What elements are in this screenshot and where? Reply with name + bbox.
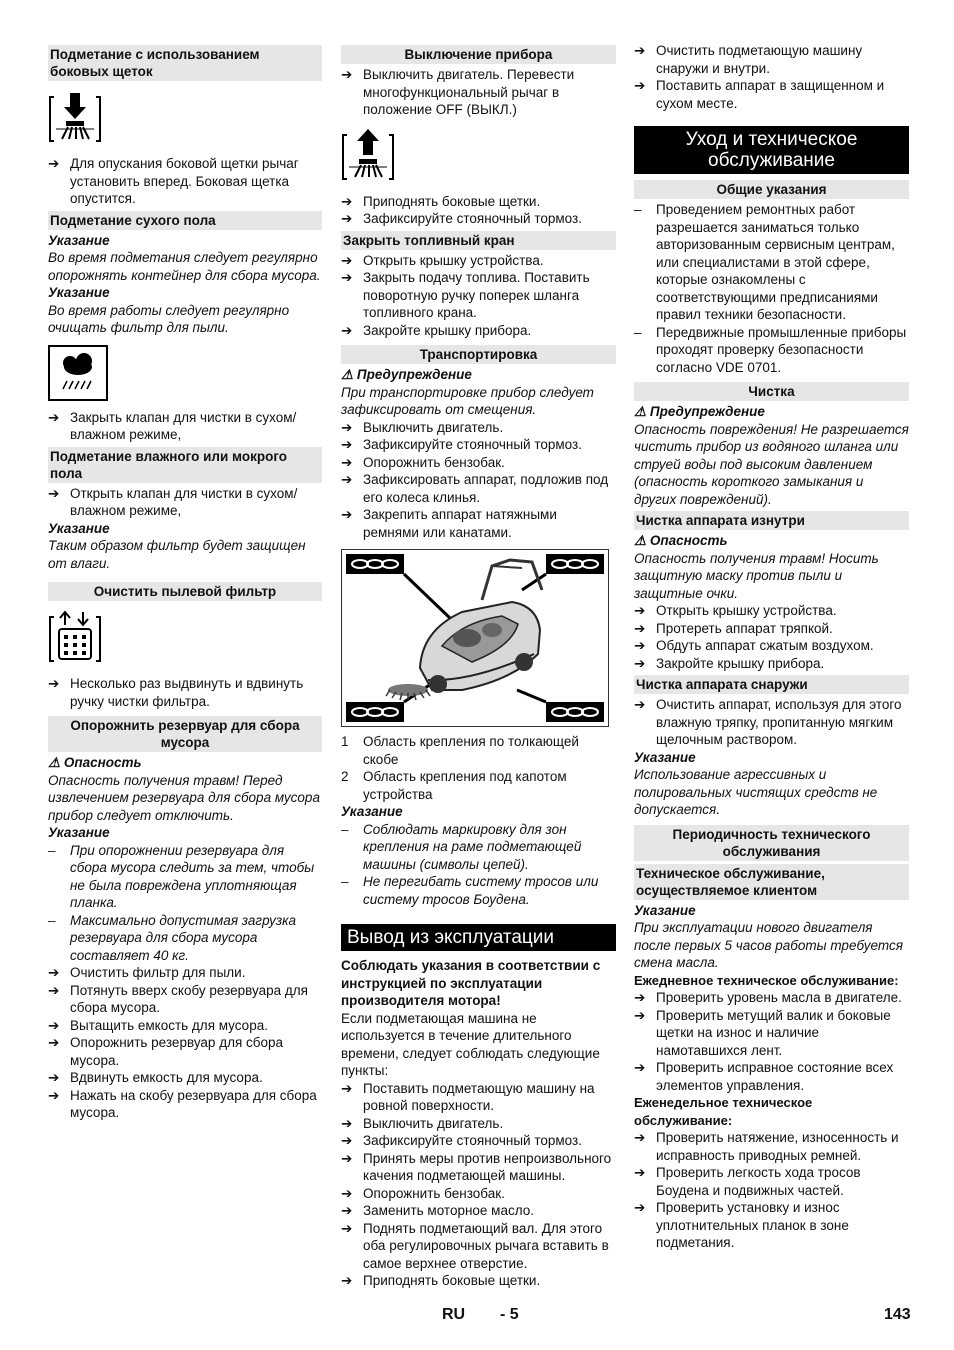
arrow-icon: ➔ bbox=[634, 620, 646, 636]
list-item: ➔ Закрыть подачу топлива. Поставить поворотную ручку поперек шланга топливного крана. bbox=[341, 270, 590, 320]
chain-icon bbox=[546, 554, 604, 574]
footer-page-number: 143 bbox=[884, 1306, 911, 1323]
list-item: ➔ Для опускания боковой щетки рычаг установить вперед. Боковая щетка опустится. bbox=[48, 156, 299, 206]
arrow-icon: ➔ bbox=[48, 965, 60, 980]
list-item: ➔ Протереть аппарат тряпкой. bbox=[634, 620, 833, 636]
list-item: ➔ Потянуть вверх скобу резервуара для сбора мусора. bbox=[48, 982, 308, 1015]
heading-fuel: Закрыть топливный кран bbox=[341, 231, 616, 250]
danger-label: Опасность bbox=[649, 533, 728, 548]
list-item: – Передвижные промышленные приборы проходят проверку безопасности согласно VDE 0701. bbox=[634, 324, 907, 375]
column-1 bbox=[48, 42, 322, 1122]
note-text: Во время работы следует регулярно очищать фильтр для пыли. bbox=[48, 302, 290, 335]
list-item: ➔ Несколько раз выдвинуть и вдвинуть ручку чистки фильтра. bbox=[48, 676, 304, 709]
brush-raise-icon bbox=[341, 127, 616, 187]
arrow-icon: ➔ bbox=[48, 485, 60, 501]
list-item: ➔ Закройте крышку прибора. bbox=[634, 655, 825, 671]
arrow-icon: ➔ bbox=[634, 1060, 646, 1075]
dash-icon: – bbox=[634, 202, 642, 217]
heading-maintenance-period: Периодичность технического обслуживания bbox=[634, 825, 909, 861]
arrow-icon: ➔ bbox=[48, 982, 60, 998]
list-item: ➔ Нажать на скобу резервуара для сбора мусора. bbox=[48, 1087, 317, 1120]
note-text: Во время подметания следует регулярно опорожнять контейнер для сбора мусора. bbox=[48, 250, 321, 283]
arrow-icon: ➔ bbox=[341, 193, 353, 209]
list-item: ➔ Вытащить емкость для мусора. bbox=[48, 1017, 268, 1033]
arrow-icon: ➔ bbox=[48, 1087, 60, 1103]
arrow-icon: ➔ bbox=[341, 1220, 353, 1236]
list-item: – Проведением ремонтных работ разрешается заниматься только авторизованным сервисным центрам, или специалистами в этой сфере, которые ознакомлены с соответствующими предписаниями правил техники безопасности. bbox=[634, 202, 895, 322]
dash-icon: – bbox=[634, 324, 642, 340]
arrow-icon: ➔ bbox=[634, 655, 646, 671]
list-item: ➔ Зафиксируйте стояночный тормоз. bbox=[341, 211, 582, 226]
heading-client-maintenance: Техническое обслуживание, осуществляемое клиентом bbox=[634, 864, 909, 900]
list-item: ➔ Обдуть аппарат сжатым воздухом. bbox=[634, 638, 874, 653]
legend-item: 2 Область крепления под капотом устройства bbox=[341, 769, 567, 802]
list-item: ➔ Поднять подметающий вал. Для этого оба регулировочных рычага вставить в самое верхнее отверстие. bbox=[341, 1220, 609, 1271]
arrow-icon: ➔ bbox=[341, 322, 353, 338]
legend-item: 1 Область крепления по толкающей скобе bbox=[341, 734, 579, 767]
warning-icon: ⚠ bbox=[634, 533, 647, 548]
warning-label: Предупреждение bbox=[649, 404, 765, 419]
heading-empty-container: Опорожнить резервуар для сбора мусора bbox=[48, 716, 322, 752]
list-item: ➔ Проверить легкость хода тросов Боудена и подвижных частей. bbox=[634, 1165, 861, 1198]
column-3 bbox=[634, 42, 909, 1252]
list-item: ➔ Очистить аппарат, используя для этого влажную тряпку, пропитанную мягким щелочным раствором. bbox=[634, 697, 902, 747]
chain-icon bbox=[346, 554, 404, 574]
list-item: ➔ Очистить фильтр для пыли. bbox=[48, 965, 246, 980]
heading-general: Общие указания bbox=[634, 180, 909, 199]
chain-icon bbox=[346, 702, 404, 722]
list-item: ➔ Поставить аппарат в защищенном и сухом месте. bbox=[634, 78, 885, 111]
arrow-icon: ➔ bbox=[341, 270, 353, 285]
dry-weather-icon bbox=[48, 345, 322, 403]
dash-icon: – bbox=[341, 874, 349, 889]
note-label: Указание bbox=[634, 749, 696, 765]
list-item: ➔ Приподнять боковые щетки. bbox=[341, 1273, 541, 1288]
brush-lower-icon bbox=[48, 89, 322, 149]
list-item: ➔ Заменить моторное масло. bbox=[341, 1203, 535, 1218]
heading-side-brush: Подметание с использованием боковых щеток bbox=[48, 45, 322, 81]
list-item: ➔ Поставить подметающую машину на ровной поверхности. bbox=[341, 1080, 595, 1113]
heading-wet: Подметание влажного или мокрого пола bbox=[48, 447, 322, 483]
list-item: ➔ Открыть крышку устройства. bbox=[341, 252, 544, 268]
list-item: ➔ Открыть клапан для чистки в сухом/влажном режиме, bbox=[48, 485, 298, 518]
list-item: ➔ Закрыть клапан для чистки в сухом/влажном режиме, bbox=[48, 409, 297, 442]
note-label: Указание bbox=[48, 285, 110, 300]
danger-text: Опасность получения травм! Перед извлечением резервуара для сбора мусора прибор следует отключить. bbox=[48, 772, 320, 823]
list-item: – Не перегибать систему тросов или систему тросов Боудена. bbox=[341, 874, 599, 907]
decommission-warning: Соблюдать указания в соответствии с инструкцией по эксплуатации производителя мотора! bbox=[341, 958, 601, 1008]
note-label: Указание bbox=[634, 902, 696, 918]
arrow-icon: ➔ bbox=[48, 1070, 60, 1085]
warning-text: Опасность повреждения! Не разрешается чистить прибор из водяного шланга или струей воды под высоким давлением (опасность короткого замыкания и других повреждений). bbox=[634, 421, 909, 507]
arrow-icon: ➔ bbox=[341, 1115, 353, 1131]
column-2 bbox=[341, 42, 616, 1290]
arrow-icon: ➔ bbox=[341, 1185, 353, 1201]
list-item: – Соблюдать маркировку для зон крепления на раме подметающей машины (символы цепей). bbox=[341, 821, 582, 872]
arrow-icon: ➔ bbox=[341, 472, 353, 487]
heading-transport: Транспортировка bbox=[341, 345, 616, 364]
list-item: ➔ Открыть крышку устройства. bbox=[634, 603, 837, 618]
warning-icon: ⚠ bbox=[634, 404, 647, 419]
danger-text: Опасность получения травм! Носить защитную маску против пыли и защитные очки. bbox=[634, 550, 879, 601]
list-item: ➔ Проверить натяжение, износенность и исправность приводных ремней. bbox=[634, 1130, 899, 1163]
arrow-icon: ➔ bbox=[634, 697, 646, 712]
arrow-icon: ➔ bbox=[634, 638, 646, 653]
heading-cleaning: Чистка bbox=[634, 382, 909, 401]
arrow-icon: ➔ bbox=[48, 1017, 60, 1033]
arrow-icon: ➔ bbox=[48, 676, 60, 691]
arrow-icon: ➔ bbox=[634, 990, 646, 1005]
heading-care-maintenance: Уход и техническое обслуживание bbox=[634, 126, 909, 174]
warning-icon: ⚠ bbox=[48, 755, 61, 770]
arrow-icon: ➔ bbox=[341, 419, 353, 435]
list-item: ➔ Проверить установку и износ уплотнительных планок в зоне подметания. bbox=[634, 1200, 849, 1250]
list-item: ➔ Опорожнить резервуар для сбора мусора. bbox=[48, 1035, 284, 1068]
list-item: ➔ Выключить двигатель. Перевести многофункциональный рычаг в положение OFF (ВЫКЛ.) bbox=[341, 67, 575, 117]
arrow-icon: ➔ bbox=[48, 156, 60, 171]
arrow-icon: ➔ bbox=[341, 507, 353, 522]
decommission-intro: Если подметающая машина не используется в течение длительного времени, следует соблюдать следующие пункты: bbox=[341, 1010, 600, 1078]
list-item: ➔ Выключить двигатель. bbox=[341, 419, 504, 435]
note-label: Указание bbox=[48, 232, 110, 248]
danger-label: Опасность bbox=[63, 755, 142, 770]
warning-text: При транспортировке прибор следует зафиксировать от смещения. bbox=[341, 384, 594, 417]
note-text: При эксплуатации нового двигателя после первых 5 часов работы требуется смена масла. bbox=[634, 920, 903, 970]
arrow-icon: ➔ bbox=[341, 437, 353, 452]
list-item: ➔ Зафиксируйте стояночный тормоз. bbox=[341, 437, 582, 452]
arrow-icon: ➔ bbox=[341, 1080, 353, 1096]
arrow-icon: ➔ bbox=[634, 1007, 646, 1023]
list-item: ➔ Приподнять боковые щетки. bbox=[341, 193, 541, 209]
arrow-icon: ➔ bbox=[634, 78, 646, 93]
note-text: Использование агрессивных и полировальных чистящих средств не допускается. bbox=[634, 767, 878, 817]
arrow-icon: ➔ bbox=[341, 252, 353, 268]
machine-fastening-figure bbox=[341, 549, 609, 727]
dash-icon: – bbox=[48, 912, 56, 928]
heading-decommission: Вывод из эксплуатации bbox=[341, 924, 616, 951]
chain-icon bbox=[546, 702, 604, 722]
arrow-icon: ➔ bbox=[48, 409, 60, 425]
arrow-icon: ➔ bbox=[48, 1035, 60, 1050]
warning-icon: ⚠ bbox=[341, 367, 354, 382]
weekly-label: Еженедельное техническое обслуживание: bbox=[634, 1095, 813, 1128]
list-item: ➔ Проверить исправное состояние всех элементов управления. bbox=[634, 1060, 894, 1093]
list-item: ➔ Закрепить аппарат натяжными ремнями или канатами. bbox=[341, 507, 557, 540]
note-text: Таким образом фильтр будет защищен от влаги. bbox=[48, 538, 306, 571]
arrow-icon: ➔ bbox=[341, 67, 353, 82]
arrow-icon: ➔ bbox=[341, 1203, 353, 1218]
list-item: ➔ Принять меры против непроизвольного качения подметающей машины. bbox=[341, 1150, 612, 1183]
arrow-icon: ➔ bbox=[341, 211, 353, 226]
list-item: ➔ Закройте крышку прибора. bbox=[341, 322, 532, 338]
list-item: – При опорожнении резервуара для сбора мусора следить за тем, чтобы не была повреждена уплотняющая планка. bbox=[48, 842, 315, 910]
heading-filter: Очистить пылевой фильтр bbox=[48, 582, 322, 601]
warning-label: Предупреждение bbox=[356, 367, 472, 382]
arrow-icon: ➔ bbox=[634, 43, 646, 58]
arrow-icon: ➔ bbox=[634, 1200, 646, 1215]
list-item: ➔ Вдвинуть емкость для мусора. bbox=[48, 1070, 263, 1085]
arrow-icon: ➔ bbox=[634, 603, 646, 618]
dash-icon: – bbox=[341, 821, 349, 837]
note-label: Указание bbox=[48, 520, 110, 536]
list-item: ➔ Зафиксировать аппарат, подложив под его колеса клинья. bbox=[341, 472, 609, 505]
arrow-icon: ➔ bbox=[341, 454, 353, 470]
note-label: Указание bbox=[48, 825, 110, 840]
arrow-icon: ➔ bbox=[634, 1165, 646, 1180]
list-item: ➔ Проверить метущий валик и боковые щетки на износ и наличие намотавшихся лент. bbox=[634, 1007, 891, 1058]
arrow-icon: ➔ bbox=[341, 1133, 353, 1148]
list-item: – Максимально допустимая загрузка резервуара для сбора мусора составляет 40 кг. bbox=[48, 912, 297, 963]
heading-clean-outside: Чистка аппарата снаружи bbox=[634, 675, 909, 694]
filter-clean-icon bbox=[48, 609, 322, 669]
note-label: Указание bbox=[341, 804, 403, 819]
arrow-icon: ➔ bbox=[341, 1273, 353, 1288]
footer-language: RU bbox=[442, 1306, 466, 1323]
list-item: ➔ Опорожнить бензобак. bbox=[341, 1185, 505, 1201]
heading-switch-off: Выключение прибора bbox=[341, 45, 616, 64]
list-item: ➔ Выключить двигатель. bbox=[341, 1115, 504, 1131]
list-item: ➔ Проверить уровень масла в двигателе. bbox=[634, 990, 902, 1005]
heading-dry: Подметание сухого пола bbox=[48, 211, 322, 230]
heading-clean-inside: Чистка аппарата изнутри bbox=[634, 511, 909, 530]
arrow-icon: ➔ bbox=[341, 1150, 353, 1166]
list-item: ➔ Опорожнить бензобак. bbox=[341, 454, 505, 470]
list-item: ➔ Зафиксируйте стояночный тормоз. bbox=[341, 1133, 582, 1148]
arrow-icon: ➔ bbox=[634, 1130, 646, 1145]
daily-label: Ежедневное техническое обслуживание: bbox=[634, 972, 899, 988]
dash-icon: – bbox=[48, 842, 56, 858]
footer-local-page: - 5 bbox=[500, 1306, 519, 1323]
list-item: ➔ Очистить подметающую машину снаружи и внутри. bbox=[634, 43, 863, 76]
